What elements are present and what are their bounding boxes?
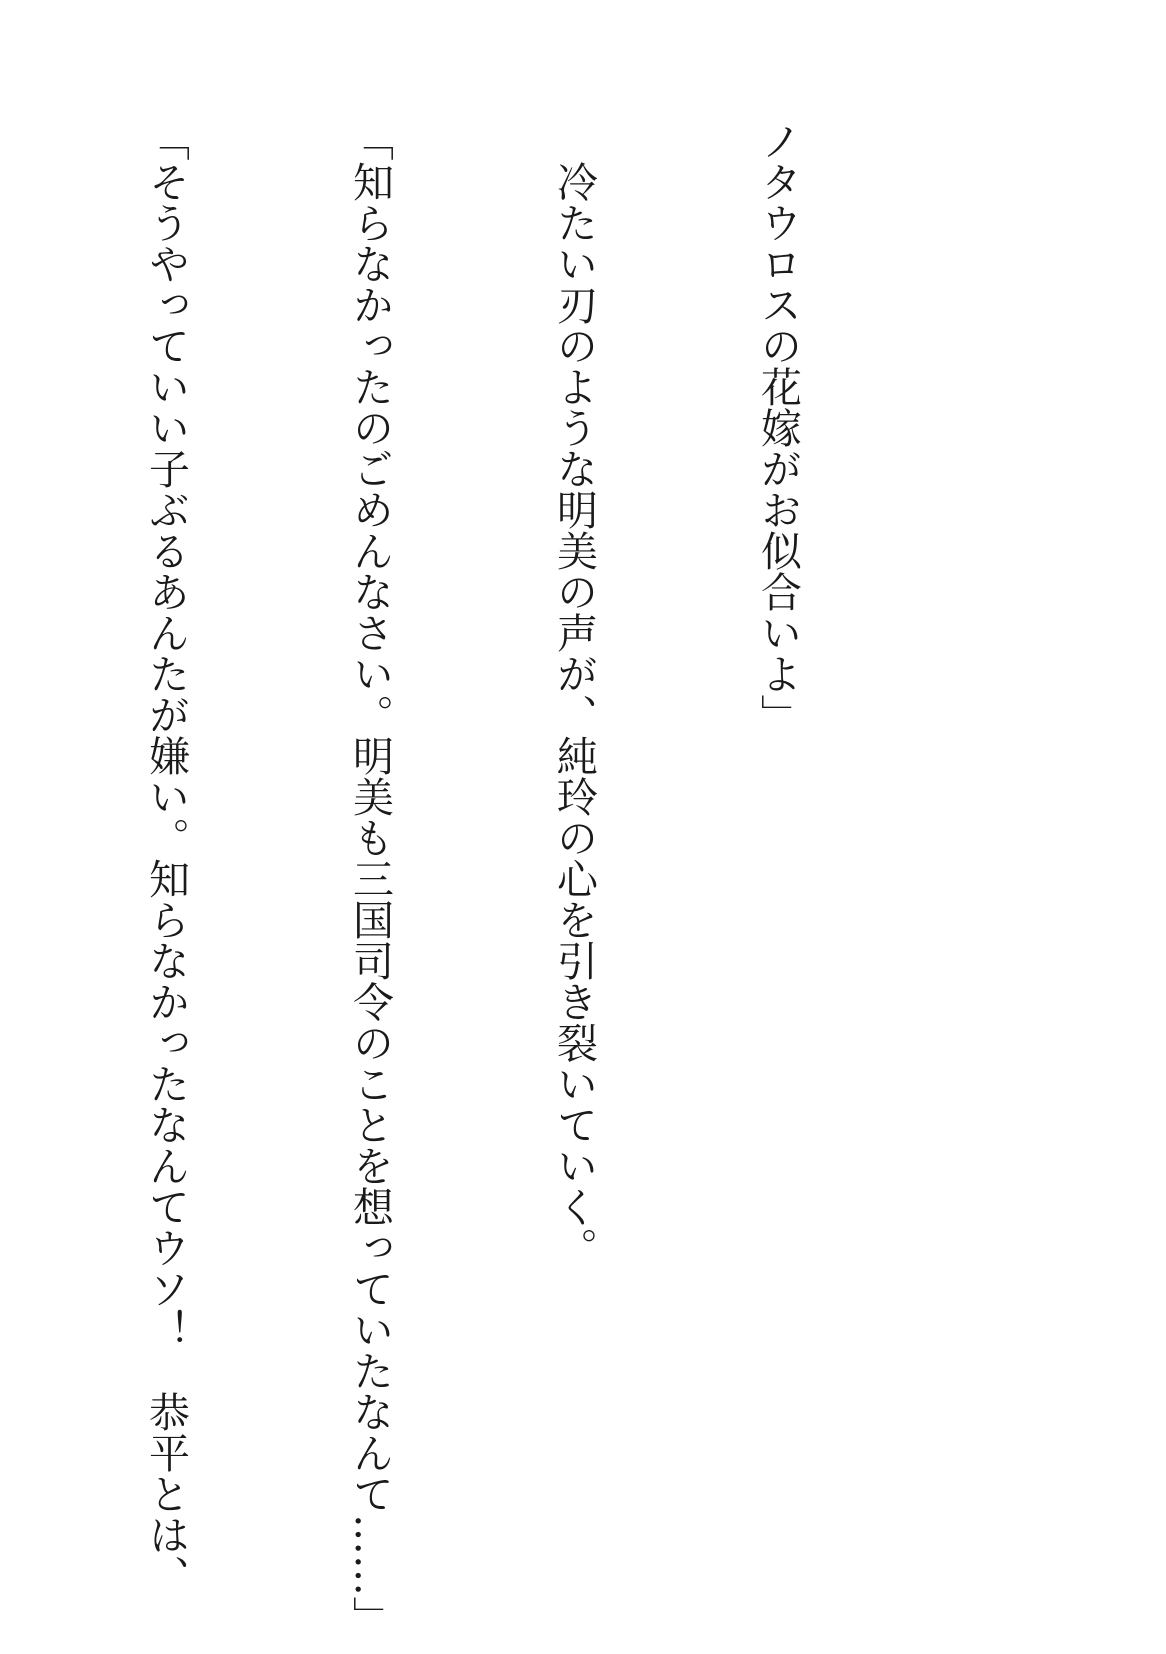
vertical-text-body [0, 120, 948, 1637]
text-line: ノタウロスの花嫁がお似合いよ」 [754, 120, 802, 735]
text-line: 冷たい刃のような明美の声が、純玲の心を引き裂いていく。 [550, 120, 598, 1268]
text-line: 「知らなかったのごめんなさい。明美も三国司令のことを想っていたなんて……」 [346, 120, 394, 1637]
text-line: 「そうやっていい子ぶるあんたが嫌い。知らなかったなんてウソ！ 恭平とは、 [142, 120, 190, 1596]
